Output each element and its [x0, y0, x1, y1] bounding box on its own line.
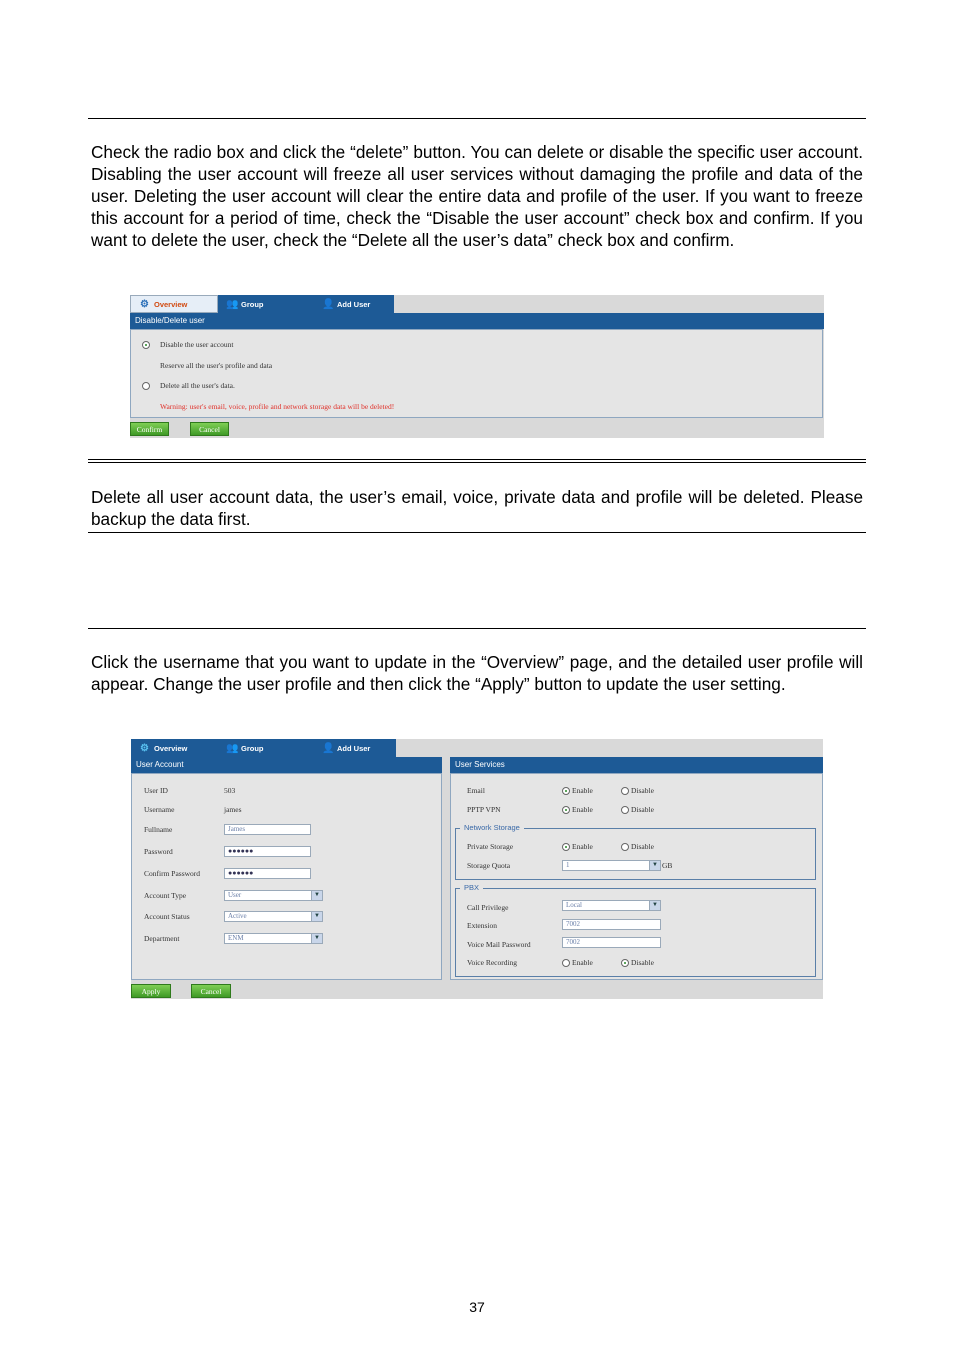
group-icon: 👥 [226, 742, 239, 754]
tab-add-user[interactable] [308, 295, 394, 313]
overview-icon: ⚙ [140, 742, 149, 754]
group-icon: 👥 [226, 298, 239, 310]
tab-overview-2[interactable] [131, 739, 218, 757]
note-bottom-rule [88, 532, 866, 533]
username-label: Username [144, 805, 175, 814]
private-storage-enable-label: Enable [572, 842, 593, 851]
username-value: james [224, 805, 242, 814]
email-disable-label: Disable [631, 786, 654, 795]
fullname-input[interactable]: James [224, 824, 311, 835]
user-id-label: User ID [144, 786, 168, 795]
note-text: Delete all user account data, the user’s email, voice, private data and profile will be deleted. Please backup the data first. [91, 487, 863, 529]
email-disable-radio[interactable] [621, 787, 629, 795]
voice-recording-disable-radio[interactable] [621, 959, 629, 967]
confirm-password-label: Confirm Password [144, 869, 201, 878]
extension-label: Extension [467, 921, 497, 930]
voicemail-password-input[interactable]: 7002 [562, 937, 661, 948]
user-services-title-bar: User Services [450, 757, 823, 773]
overview-icon: ⚙ [140, 298, 149, 310]
storage-quota-value: 1 [566, 861, 570, 869]
warning-text: Warning: user's email, voice, profile and network storage data will be deleted! [160, 402, 395, 411]
voice-recording-disable-label: Disable [631, 958, 654, 967]
tab-bar-2 [131, 739, 396, 757]
tab-overview[interactable] [130, 295, 218, 313]
account-type-select[interactable] [224, 890, 323, 901]
confirm-password-input[interactable]: ●●●●●● [224, 868, 311, 879]
pptp-disable-radio[interactable] [621, 806, 629, 814]
cancel-button-2[interactable]: Cancel [191, 984, 231, 998]
page-number: 37 [469, 1299, 485, 1315]
confirm-button[interactable]: Confirm [130, 422, 169, 436]
tab-add-user-label: Add User [337, 743, 371, 753]
voice-recording-label: Voice Recording [467, 958, 518, 967]
tab-group-label: Group [241, 743, 264, 753]
tab-overview-label: Overview [154, 743, 188, 753]
call-privilege-label: Call Privilege [467, 903, 509, 912]
user-account-title-bar: User Account [131, 757, 442, 773]
voicemail-password-label: Voice Mail Password [467, 940, 531, 949]
pbx-legend: PBX [460, 883, 483, 892]
call-privilege-select[interactable] [562, 900, 661, 911]
delete-data-radio[interactable] [142, 382, 150, 390]
pptp-enable-label: Enable [572, 805, 593, 814]
tab-bar [130, 295, 394, 313]
reserve-data-label: Reserve all the user's profile and data [160, 361, 273, 370]
apply-button[interactable]: Apply [131, 984, 171, 998]
chevron-down-icon: ▼ [311, 891, 322, 900]
update-instructions-paragraph: Click the username that you want to update in the “Overview” page, and the detailed user profile will appear. Change the user profile and then click the “Apply” button to update the user setting. [91, 652, 863, 694]
fullname-label: Fullname [144, 825, 173, 834]
network-storage-legend: Network Storage [460, 823, 524, 832]
tab-add-user-label: Add User [337, 299, 371, 309]
user-id-value: 503 [224, 786, 236, 795]
extension-input[interactable]: 7002 [562, 919, 661, 930]
network-storage-fieldset [455, 828, 816, 880]
chevron-down-icon: ▼ [311, 934, 322, 943]
email-label: Email [467, 786, 485, 795]
cancel-button[interactable]: Cancel [190, 422, 229, 436]
password-input[interactable]: ●●●●●● [224, 846, 311, 857]
account-status-select[interactable] [224, 911, 323, 922]
pptp-label: PPTP VPN [467, 805, 501, 814]
private-storage-disable-label: Disable [631, 842, 654, 851]
password-label: Password [144, 847, 173, 856]
chevron-down-icon: ▼ [649, 901, 660, 910]
note-top-rule [88, 459, 866, 463]
tab-group-label: Group [241, 299, 264, 309]
pptp-disable-label: Disable [631, 805, 654, 814]
tab-group[interactable] [218, 295, 308, 313]
department-label: Department [144, 934, 180, 943]
voice-recording-enable-radio[interactable] [562, 959, 570, 967]
top-rule [88, 118, 866, 119]
account-status-value: Active [228, 912, 247, 920]
tab-overview-label: Overview [154, 299, 188, 309]
private-storage-enable-radio[interactable] [562, 843, 570, 851]
account-type-value: User [228, 891, 242, 899]
account-type-label: Account Type [144, 891, 187, 900]
disable-delete-pane [130, 329, 823, 418]
call-privilege-value: Local [566, 901, 582, 909]
private-storage-label: Private Storage [467, 842, 514, 851]
edit-user-screenshot [131, 739, 823, 999]
tab-add-user-2[interactable] [308, 739, 396, 757]
tab-group-2[interactable] [218, 739, 308, 757]
email-enable-radio[interactable] [562, 787, 570, 795]
department-value: ENM [228, 934, 244, 942]
storage-quota-select[interactable] [562, 860, 661, 871]
department-select[interactable] [224, 933, 323, 944]
section2-rule [88, 628, 866, 629]
voice-recording-enable-label: Enable [572, 958, 593, 967]
email-enable-label: Enable [572, 786, 593, 795]
disable-account-label: Disable the user account [160, 340, 234, 349]
chevron-down-icon: ▼ [649, 861, 660, 870]
private-storage-disable-radio[interactable] [621, 843, 629, 851]
storage-unit: GB [662, 861, 673, 870]
disable-delete-screenshot [130, 295, 824, 438]
user-services-pane [450, 773, 823, 980]
chevron-down-icon: ▼ [311, 912, 322, 921]
disable-account-radio[interactable] [142, 341, 150, 349]
account-status-label: Account Status [144, 912, 190, 921]
add-user-icon: 👤 [322, 742, 335, 754]
user-account-pane [131, 773, 442, 980]
disable-delete-title-bar: Disable/Delete user [130, 313, 824, 329]
add-user-icon: 👤 [322, 298, 335, 310]
storage-quota-label: Storage Quota [467, 861, 511, 870]
pptp-enable-radio[interactable] [562, 806, 570, 814]
delete-data-label: Delete all the user's data. [160, 381, 235, 390]
delete-instructions-paragraph: Check the radio box and click the “delete” button. You can delete or disable the specific user account. Disabling the user account will freeze all user services without damaging the profile and data of the user. Deleting the user account will clear the entire data and profile of the user. If you want to freeze this account for a period of time, check the “Disable the user account” check box and confirm. If you want to delete the user, check the “Delete all the user’s data” check box and confirm. [91, 142, 863, 250]
